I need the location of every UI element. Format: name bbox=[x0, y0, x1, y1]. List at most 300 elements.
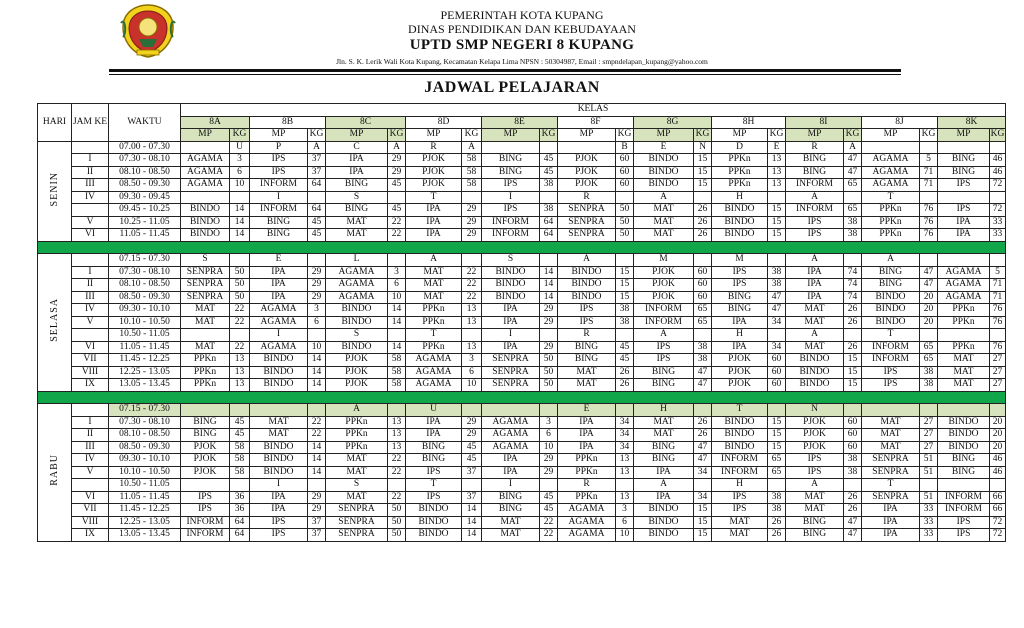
break-letter bbox=[990, 141, 1006, 154]
break-row bbox=[38, 141, 1006, 154]
subject-cell: MAT bbox=[634, 204, 694, 217]
break-letter: H bbox=[712, 191, 768, 204]
waktu-cell: 10.10 - 10.50 bbox=[109, 316, 181, 329]
break-letter: I bbox=[250, 479, 308, 492]
teacher-code-cell: 50 bbox=[230, 266, 250, 279]
teacher-code-cell: 14 bbox=[308, 366, 326, 379]
teacher-code-cell: 36 bbox=[230, 491, 250, 504]
break-letter: T bbox=[862, 479, 920, 492]
table-row bbox=[38, 341, 1006, 354]
class-header-8b: 8B bbox=[250, 116, 326, 129]
teacher-code-cell: 65 bbox=[844, 204, 862, 217]
jam-cell bbox=[72, 404, 109, 417]
subject-cell: IPA bbox=[326, 154, 388, 167]
subject-cell: INFORM bbox=[634, 304, 694, 317]
subject-cell: AGAMA bbox=[326, 279, 388, 292]
subject-cell: MAT bbox=[326, 229, 388, 242]
jam-cell: III bbox=[72, 291, 109, 304]
subject-cell: PJOK bbox=[786, 441, 844, 454]
teacher-code-cell: 20 bbox=[920, 316, 938, 329]
teacher-code-cell: 22 bbox=[388, 216, 406, 229]
teacher-code-cell: 60 bbox=[616, 166, 634, 179]
teacher-code-cell: 33 bbox=[920, 516, 938, 529]
teacher-code-cell: 58 bbox=[230, 454, 250, 467]
teacher-code-cell: 58 bbox=[230, 466, 250, 479]
break-letter bbox=[181, 404, 230, 417]
subject-cell: BING bbox=[712, 304, 768, 317]
teacher-code-cell: 60 bbox=[844, 429, 862, 442]
school-address: Jln. S. K. Lerik Wali Kota Kupang, Kecamatan Kelapa Lima NPSN : 50304987, Email : smpndelapan_kupang@yahoo.com bbox=[336, 57, 708, 66]
teacher-code-cell: 14 bbox=[462, 529, 482, 542]
break-letter: T bbox=[406, 479, 462, 492]
teacher-code-cell: 10 bbox=[540, 441, 558, 454]
teacher-code-cell: 15 bbox=[768, 229, 786, 242]
subject-cell: MAT bbox=[482, 529, 540, 542]
teacher-code-cell: 60 bbox=[616, 179, 634, 192]
subject-cell: SENPRA bbox=[181, 266, 230, 279]
waktu-cell: 13.05 - 13.45 bbox=[109, 379, 181, 392]
break-letter: E bbox=[250, 254, 308, 267]
break-letter: T bbox=[406, 329, 462, 342]
break-row bbox=[38, 254, 1006, 267]
teacher-code-cell: 13 bbox=[230, 379, 250, 392]
break-letter: I bbox=[250, 329, 308, 342]
subject-cell: INFORM bbox=[181, 516, 230, 529]
break-letter bbox=[230, 329, 250, 342]
teacher-code-cell: 3 bbox=[308, 304, 326, 317]
waktu-cell: 12.25 - 13.05 bbox=[109, 516, 181, 529]
teacher-code-cell: 38 bbox=[694, 354, 712, 367]
teacher-code-cell: 15 bbox=[616, 291, 634, 304]
break-letter bbox=[181, 191, 230, 204]
break-letter: M bbox=[634, 254, 694, 267]
subject-cell: BINDO bbox=[634, 154, 694, 167]
break-letter bbox=[308, 479, 326, 492]
break-letter bbox=[462, 329, 482, 342]
teacher-code-cell: 74 bbox=[844, 279, 862, 292]
teacher-code-cell: 14 bbox=[388, 341, 406, 354]
subject-cell: MAT bbox=[406, 291, 462, 304]
subject-cell: BING bbox=[634, 366, 694, 379]
subject-cell: BINDO bbox=[634, 166, 694, 179]
jam-cell: IV bbox=[72, 191, 109, 204]
subject-cell: MAT bbox=[712, 529, 768, 542]
break-letter bbox=[308, 404, 326, 417]
table-row bbox=[38, 166, 1006, 179]
teacher-code-cell: 14 bbox=[388, 304, 406, 317]
break-letter bbox=[920, 191, 938, 204]
subject-cell: AGAMA bbox=[938, 279, 990, 292]
teacher-code-cell: 22 bbox=[462, 291, 482, 304]
subject-cell: IPS bbox=[250, 154, 308, 167]
break-letter bbox=[920, 329, 938, 342]
teacher-code-cell: 50 bbox=[540, 366, 558, 379]
subject-cell: AGAMA bbox=[482, 429, 540, 442]
break-letter bbox=[308, 254, 326, 267]
teacher-code-cell: 50 bbox=[388, 504, 406, 517]
kg-header: KG bbox=[616, 129, 634, 142]
subject-cell: PPKn bbox=[558, 466, 616, 479]
teacher-code-cell: 33 bbox=[920, 529, 938, 542]
subject-cell: BINDO bbox=[634, 504, 694, 517]
subject-cell: IPS bbox=[406, 466, 462, 479]
teacher-code-cell: 65 bbox=[844, 179, 862, 192]
waktu-cell: 08.10 - 08.50 bbox=[109, 279, 181, 292]
subject-cell: MAT bbox=[862, 441, 920, 454]
break-letter: A bbox=[634, 479, 694, 492]
break-letter: N bbox=[694, 141, 712, 154]
break-letter: R bbox=[786, 141, 844, 154]
teacher-code-cell: 36 bbox=[230, 504, 250, 517]
subject-cell: PJOK bbox=[326, 366, 388, 379]
subject-cell: BINDO bbox=[326, 341, 388, 354]
break-letter bbox=[558, 141, 616, 154]
teacher-code-cell: 10 bbox=[308, 341, 326, 354]
teacher-code-cell: 45 bbox=[540, 166, 558, 179]
teacher-code-cell: 45 bbox=[540, 154, 558, 167]
subject-cell: MAT bbox=[181, 316, 230, 329]
break-letter bbox=[540, 141, 558, 154]
teacher-code-cell: 14 bbox=[462, 504, 482, 517]
teacher-code-cell: 14 bbox=[308, 354, 326, 367]
subject-cell: BINDO bbox=[786, 366, 844, 379]
break-letter bbox=[768, 479, 786, 492]
break-letter: S bbox=[326, 479, 388, 492]
table-row bbox=[38, 291, 1006, 304]
teacher-code-cell: 47 bbox=[694, 379, 712, 392]
teacher-code-cell: 26 bbox=[616, 379, 634, 392]
break-letter bbox=[844, 404, 862, 417]
break-letter: H bbox=[712, 329, 768, 342]
header-rule-thick bbox=[109, 69, 901, 72]
subject-cell: SENPRA bbox=[326, 529, 388, 542]
teacher-code-cell: 60 bbox=[844, 441, 862, 454]
subject-cell: AGAMA bbox=[181, 179, 230, 192]
teacher-code-cell: 72 bbox=[990, 204, 1006, 217]
subject-cell: BING bbox=[482, 166, 540, 179]
subject-cell: BINDO bbox=[250, 354, 308, 367]
teacher-code-cell: 71 bbox=[990, 279, 1006, 292]
teacher-code-cell: 47 bbox=[694, 454, 712, 467]
subject-cell: PPKn bbox=[862, 204, 920, 217]
teacher-code-cell: 37 bbox=[462, 466, 482, 479]
subject-cell: MAT bbox=[326, 216, 388, 229]
day-separator bbox=[38, 241, 1006, 254]
teacher-code-cell: 38 bbox=[694, 341, 712, 354]
subject-cell: AGAMA bbox=[862, 166, 920, 179]
teacher-code-cell: 10 bbox=[388, 291, 406, 304]
subject-cell: PPKn bbox=[181, 354, 230, 367]
subject-cell: IPA bbox=[406, 204, 462, 217]
teacher-code-cell: 13 bbox=[230, 354, 250, 367]
waktu-header: WAKTU bbox=[109, 104, 181, 142]
subject-cell: INFORM bbox=[482, 216, 540, 229]
teacher-code-cell: 38 bbox=[768, 279, 786, 292]
teacher-code-cell: 34 bbox=[616, 416, 634, 429]
subject-cell: IPS bbox=[181, 504, 230, 517]
teacher-code-cell: 33 bbox=[920, 504, 938, 517]
waktu-cell: 07.30 - 08.10 bbox=[109, 266, 181, 279]
break-letter bbox=[250, 404, 308, 417]
teacher-code-cell: 64 bbox=[540, 229, 558, 242]
break-letter: A bbox=[862, 254, 920, 267]
kg-header: KG bbox=[388, 129, 406, 142]
table-row bbox=[38, 441, 1006, 454]
teacher-code-cell: 29 bbox=[540, 304, 558, 317]
subject-cell: BING bbox=[938, 154, 990, 167]
subject-cell: AGAMA bbox=[250, 304, 308, 317]
subject-cell: MAT bbox=[250, 429, 308, 442]
subject-cell: PJOK bbox=[181, 441, 230, 454]
subject-cell: BINDO bbox=[558, 291, 616, 304]
subject-cell: PJOK bbox=[786, 429, 844, 442]
subject-cell: INFORM bbox=[712, 454, 768, 467]
table-row bbox=[38, 204, 1006, 217]
subject-cell: IPS bbox=[482, 204, 540, 217]
subject-cell: IPS bbox=[250, 166, 308, 179]
break-letter: L bbox=[326, 254, 388, 267]
subject-cell: IPA bbox=[250, 266, 308, 279]
subject-cell: BING bbox=[712, 291, 768, 304]
subject-cell: IPA bbox=[482, 304, 540, 317]
jam-cell: V bbox=[72, 216, 109, 229]
subject-cell: INFORM bbox=[482, 229, 540, 242]
subject-cell: BINDO bbox=[250, 441, 308, 454]
teacher-code-cell: 27 bbox=[920, 416, 938, 429]
break-letter: I bbox=[250, 191, 308, 204]
subject-cell: PJOK bbox=[406, 154, 462, 167]
teacher-code-cell: 20 bbox=[990, 441, 1006, 454]
subject-cell: IPS bbox=[181, 491, 230, 504]
waktu-cell: 09.30 - 10.10 bbox=[109, 454, 181, 467]
teacher-code-cell: 58 bbox=[462, 154, 482, 167]
subject-cell: MAT bbox=[406, 266, 462, 279]
teacher-code-cell: 27 bbox=[990, 366, 1006, 379]
teacher-code-cell: 15 bbox=[694, 516, 712, 529]
teacher-code-cell: 71 bbox=[990, 291, 1006, 304]
teacher-code-cell: 22 bbox=[462, 266, 482, 279]
break-letter: A bbox=[388, 141, 406, 154]
subject-cell: BING bbox=[938, 466, 990, 479]
teacher-code-cell: 15 bbox=[768, 216, 786, 229]
subject-cell: BINDO bbox=[250, 379, 308, 392]
teacher-code-cell: 20 bbox=[990, 429, 1006, 442]
subject-cell: BINDO bbox=[406, 529, 462, 542]
subject-cell: BINDO bbox=[558, 279, 616, 292]
mp-header: MP bbox=[406, 129, 462, 142]
subject-cell: MAT bbox=[862, 429, 920, 442]
teacher-code-cell: 13 bbox=[230, 366, 250, 379]
subject-cell: SENPRA bbox=[181, 279, 230, 292]
subject-cell: MAT bbox=[786, 491, 844, 504]
kg-header: KG bbox=[540, 129, 558, 142]
teacher-code-cell: 46 bbox=[990, 466, 1006, 479]
subject-cell: IPS bbox=[558, 304, 616, 317]
break-letter: A bbox=[786, 191, 844, 204]
break-letter bbox=[308, 191, 326, 204]
teacher-code-cell: 13 bbox=[616, 466, 634, 479]
break-letter bbox=[768, 254, 786, 267]
subject-cell: BINDO bbox=[862, 316, 920, 329]
break-letter bbox=[920, 141, 938, 154]
teacher-code-cell: 13 bbox=[462, 304, 482, 317]
jam-cell bbox=[72, 141, 109, 154]
break-letter bbox=[990, 479, 1006, 492]
subject-cell: AGAMA bbox=[250, 316, 308, 329]
subject-cell: IPA bbox=[482, 454, 540, 467]
break-letter: A bbox=[308, 141, 326, 154]
teacher-code-cell: 26 bbox=[844, 491, 862, 504]
jam-cell: I bbox=[72, 266, 109, 279]
subject-cell: INFORM bbox=[938, 504, 990, 517]
teacher-code-cell: 6 bbox=[462, 366, 482, 379]
teacher-code-cell: 22 bbox=[540, 516, 558, 529]
subject-cell: IPA bbox=[558, 429, 616, 442]
subject-cell: BING bbox=[786, 166, 844, 179]
subject-cell: IPA bbox=[482, 316, 540, 329]
subject-cell: PJOK bbox=[181, 466, 230, 479]
subject-cell: MAT bbox=[250, 416, 308, 429]
break-letter bbox=[230, 479, 250, 492]
teacher-code-cell: 29 bbox=[308, 266, 326, 279]
subject-cell: IPA bbox=[482, 466, 540, 479]
teacher-code-cell: 50 bbox=[540, 379, 558, 392]
waktu-cell: 10.50 - 11.05 bbox=[109, 329, 181, 342]
break-letter bbox=[462, 254, 482, 267]
subject-cell: BINDO bbox=[406, 516, 462, 529]
subject-cell: BINDO bbox=[634, 179, 694, 192]
subject-cell: MAT bbox=[634, 429, 694, 442]
subject-cell: IPS bbox=[250, 529, 308, 542]
subject-cell: MAT bbox=[938, 366, 990, 379]
kg-header: KG bbox=[768, 129, 786, 142]
teacher-code-cell: 45 bbox=[462, 441, 482, 454]
table-row bbox=[38, 216, 1006, 229]
subject-cell: BING bbox=[786, 529, 844, 542]
break-letter bbox=[230, 404, 250, 417]
teacher-code-cell: 27 bbox=[990, 379, 1006, 392]
subject-cell: BINDO bbox=[250, 454, 308, 467]
jam-cell: I bbox=[72, 416, 109, 429]
teacher-code-cell: 37 bbox=[308, 154, 326, 167]
subject-cell: PJOK bbox=[712, 379, 768, 392]
subject-cell: BINDO bbox=[786, 354, 844, 367]
subject-cell: PJOK bbox=[558, 166, 616, 179]
subject-cell: MAT bbox=[712, 516, 768, 529]
break-letter bbox=[844, 479, 862, 492]
waktu-cell: 11.45 - 12.25 bbox=[109, 504, 181, 517]
subject-cell: BING bbox=[862, 279, 920, 292]
subject-cell: INFORM bbox=[634, 316, 694, 329]
teacher-code-cell: 65 bbox=[920, 341, 938, 354]
subject-cell: PJOK bbox=[634, 279, 694, 292]
break-letter bbox=[540, 479, 558, 492]
teacher-code-cell: 60 bbox=[768, 379, 786, 392]
subject-cell: BINDO bbox=[634, 529, 694, 542]
subject-cell: SENPRA bbox=[862, 491, 920, 504]
teacher-code-cell: 34 bbox=[694, 466, 712, 479]
day-label: RABU bbox=[49, 454, 60, 487]
teacher-code-cell: 15 bbox=[694, 504, 712, 517]
break-letter bbox=[844, 191, 862, 204]
break-letter bbox=[616, 254, 634, 267]
teacher-code-cell: 37 bbox=[308, 529, 326, 542]
jam-cell: II bbox=[72, 166, 109, 179]
teacher-code-cell: 46 bbox=[990, 454, 1006, 467]
table-row bbox=[38, 379, 1006, 392]
teacher-code-cell: 45 bbox=[388, 179, 406, 192]
subject-cell: BING bbox=[181, 429, 230, 442]
teacher-code-cell: 71 bbox=[920, 166, 938, 179]
kg-header: KG bbox=[308, 129, 326, 142]
jam-cell: V bbox=[72, 466, 109, 479]
teacher-code-cell: 3 bbox=[616, 504, 634, 517]
teacher-code-cell: 37 bbox=[308, 516, 326, 529]
subject-cell: MAT bbox=[786, 316, 844, 329]
break-letter bbox=[938, 191, 990, 204]
teacher-code-cell: 13 bbox=[388, 441, 406, 454]
teacher-code-cell: 47 bbox=[844, 516, 862, 529]
teacher-code-cell: 26 bbox=[768, 516, 786, 529]
teacher-code-cell: 10 bbox=[462, 379, 482, 392]
mp-header: MP bbox=[786, 129, 844, 142]
break-letter bbox=[990, 254, 1006, 267]
jam-cell: III bbox=[72, 441, 109, 454]
subject-cell: IPS bbox=[786, 466, 844, 479]
teacher-code-cell: 64 bbox=[308, 204, 326, 217]
subject-cell: IPA bbox=[250, 279, 308, 292]
break-letter bbox=[938, 404, 990, 417]
teacher-code-cell: 14 bbox=[308, 466, 326, 479]
school-name: UPTD SMP NEGERI 8 KUPANG bbox=[409, 37, 635, 53]
teacher-code-cell: 64 bbox=[230, 529, 250, 542]
subject-cell: INFORM bbox=[786, 179, 844, 192]
teacher-code-cell: 65 bbox=[694, 316, 712, 329]
teacher-code-cell: 64 bbox=[230, 516, 250, 529]
teacher-code-cell: 58 bbox=[388, 379, 406, 392]
subject-cell: INFORM bbox=[181, 529, 230, 542]
subject-cell: IPS bbox=[786, 216, 844, 229]
teacher-code-cell: 15 bbox=[616, 279, 634, 292]
break-letter bbox=[938, 141, 990, 154]
teacher-code-cell: 22 bbox=[308, 416, 326, 429]
teacher-code-cell: 13 bbox=[768, 166, 786, 179]
kg-header: KG bbox=[694, 129, 712, 142]
teacher-code-cell: 45 bbox=[388, 204, 406, 217]
subject-cell: MAT bbox=[862, 416, 920, 429]
teacher-code-cell: 15 bbox=[694, 529, 712, 542]
teacher-code-cell: 26 bbox=[694, 216, 712, 229]
day-label: SELASA bbox=[49, 298, 60, 343]
break-letter bbox=[388, 479, 406, 492]
subject-cell: MAT bbox=[406, 279, 462, 292]
subject-cell: BINDO bbox=[938, 416, 990, 429]
subject-cell: AGAMA bbox=[181, 166, 230, 179]
teacher-code-cell: 20 bbox=[920, 304, 938, 317]
teacher-code-cell: 76 bbox=[990, 316, 1006, 329]
subject-cell: BINDO bbox=[326, 316, 388, 329]
mp-header: MP bbox=[938, 129, 990, 142]
mp-header: MP bbox=[862, 129, 920, 142]
teacher-code-cell: 60 bbox=[768, 354, 786, 367]
subject-cell: IPS bbox=[634, 354, 694, 367]
teacher-code-cell: 13 bbox=[616, 491, 634, 504]
break-letter: R bbox=[558, 479, 616, 492]
subject-cell: MAT bbox=[938, 379, 990, 392]
waktu-cell: 11.05 - 11.45 bbox=[109, 229, 181, 242]
subject-cell: BINDO bbox=[712, 441, 768, 454]
teacher-code-cell: 64 bbox=[308, 179, 326, 192]
